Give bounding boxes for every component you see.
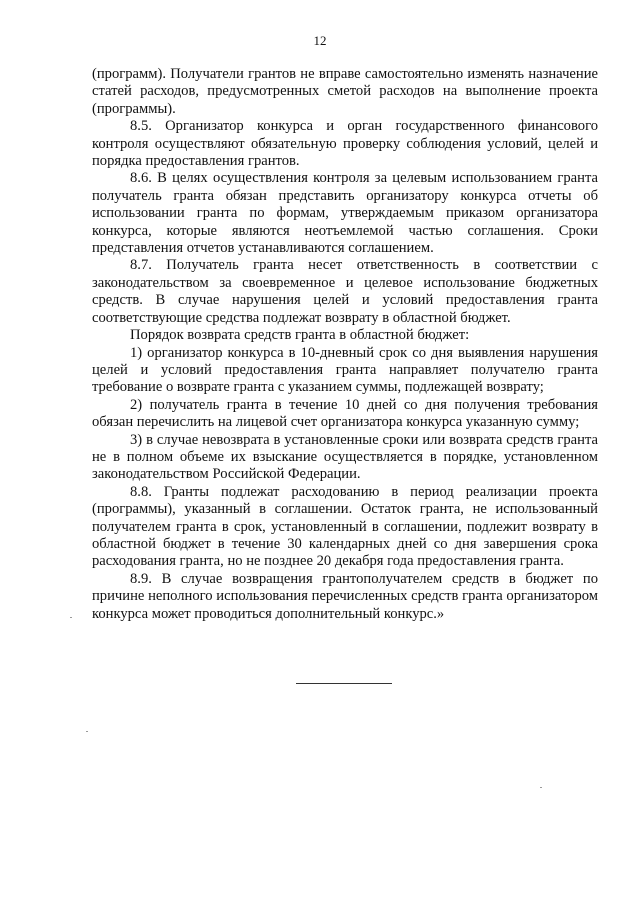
paragraph-clause-8-8: 8.8. Гранты подлежат расходованию в период реализации проекта (программы), указанный в соглашении. Остаток гранта, не использованный получателем гранта в срок, установленный в соглашении, подлежит возврату в областной бюджет в течение 30 календарных дней со дня завершения срока расходования гранта, но не позднее 20 декабря года предоставления гранта.	[92, 483, 598, 570]
paragraph-clause-8-5: 8.5. Организатор конкурса и орган государственного финансового контроля осуществляют обязательную проверку соблюдения условий, целей и порядка предоставления грантов.	[92, 118, 598, 170]
list-item-2: 2) получатель гранта в течение 10 дней со дня получения требования обязан перечислить на лицевой счет организатора конкурса указанную сумму;	[92, 396, 598, 431]
paragraph-clause-8-6: 8.6. В целях осуществления контроля за целевым использованием гранта получатель гранта обязан представить организатору конкурса отчеты об использовании гранта по формам, утверждаемым приказом организатора конкурса, которые являются неотъемлемой частью соглашения. Сроки представления отчетов устанавливаются соглашением.	[92, 170, 598, 257]
scan-speck	[70, 617, 72, 618]
paragraph-continuation: (программ). Получатели грантов не вправе самостоятельно изменять назначение статей расходов, предусмотренных сметой расходов на выполнение проекта (программы).	[92, 66, 598, 117]
closing-separator-line	[296, 683, 392, 684]
paragraph-clause-8-7: 8.7. Получатель гранта несет ответственность в соответствии с законодательством за своевременное и целевое использование бюджетных средств. В случае нарушения целей и условий предоставления гранта соответствующие средства подлежат возврату в областной бюджет.	[92, 257, 598, 326]
page-number: 12	[313, 33, 327, 48]
document-body	[92, 66, 598, 623]
list-item-3: 3) в случае невозврата в установленные сроки или возврата средств гранта не в полном объеме их взыскание осуществляется в порядке, установленном законодательством Российской Федерации.	[92, 431, 598, 483]
paragraph-return-procedure: Порядок возврата средств гранта в областной бюджет:	[130, 327, 470, 344]
scan-speck	[86, 731, 88, 732]
paragraph-clause-8-9: 8.9. В случае возвращения грантополучателем средств в бюджет по причине неполного использования перечисленных средств гранта организатором конкурса может проводиться дополнительный конкурс.»	[92, 570, 598, 622]
list-item-1: 1) организатор конкурса в 10-дневный срок со дня выявления нарушения целей и условий предоставления гранта направляет получателю гранта требование о возврате гранта с указанием суммы, подлежащей возврату;	[92, 344, 598, 396]
scan-speck	[540, 787, 542, 788]
